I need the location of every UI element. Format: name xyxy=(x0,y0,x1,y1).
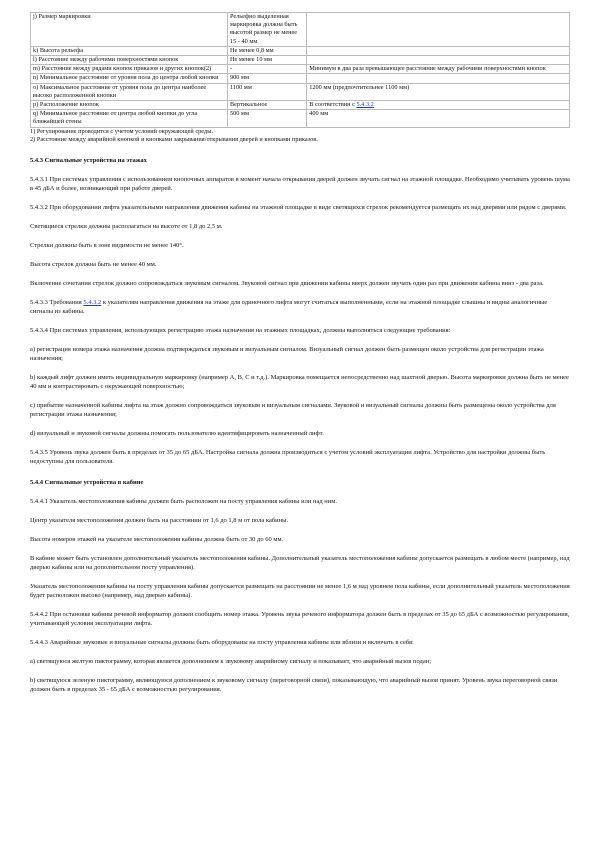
list-item-a: а) регистрация номера этажа назначения должна подтверждаться звуковым и визуальным сигналом. Визуальный сигнал должен быть размещен около устройства для регистрации этажа назначения; xyxy=(30,345,544,362)
table-cell-value: 1100 мм xyxy=(227,83,306,100)
table-cell-parameter: p) Расположение кнопок xyxy=(31,101,228,110)
table-cell-parameter: l) Расстояние между рабочими поверхностями кнопок xyxy=(31,56,228,65)
table-row xyxy=(31,65,570,74)
paragraph-5-4-3-4: 5.4.3.4 При системах управления, использующих регистрацию этажа назначения на этажных площадках, должны выполняться следующие требования: xyxy=(30,326,451,334)
table-row xyxy=(31,101,570,110)
paragraph-5-4-4-2: 5.4.4.2 При остановке кабины речевой информатор должен сообщить номер этажа. Уровень звука речевого информатора должен быть в пределах от 35 до 65 дБА с возможностью регулирования, учитывающей условия эксплуатации лифта. xyxy=(30,610,570,627)
table-note-2: 2) Расстояние между аварийной кнопкой и кнопками закрывания/открывания дверей и кнопками приказов. xyxy=(30,135,318,143)
table-cell-extra-text: В соответствии с xyxy=(309,101,357,109)
table-cell-extra: 1200 мм (предпочтительнее 1100 мм) xyxy=(307,83,570,100)
list-item-d: d) визуальный и звуковой сигналы должны помогать пользователю идентифицировать назначенный лифт. xyxy=(30,429,324,437)
paragraph-indicator-digits: Высота номеров этажей на указателе местоположения кабины должна быть от 30 до 60 мм. xyxy=(30,535,284,543)
paragraph-5-4-4-3: 5.4.4.3 Аварийные звуковые и визуальные сигналы должны быть оборудованы на посту управления кабины или вблизи и включать в себя: xyxy=(30,638,414,646)
table-cell-value: 500 мм xyxy=(227,110,306,127)
table-cell-value: Не менее 10 мм xyxy=(227,56,306,65)
table-cell-extra xyxy=(307,74,570,83)
paragraph-arrow-size: Высота стрелок должна быть не менее 40 мм. xyxy=(30,260,157,268)
paragraph-5-4-3-3-start: 5.4.3.3 Требования xyxy=(30,298,84,306)
table-cell-extra xyxy=(307,101,570,110)
table-cell-parameter: j) Размер маркировки xyxy=(31,13,228,47)
table-cell-value: - xyxy=(227,65,306,74)
table-cell-parameter: q) Минимальное расстояние от центра любой кнопки до угла ближайшей стены xyxy=(31,110,228,127)
paragraph-arrow-sound: Включение сочетания стрелок должно сопровождаться звуковым сигналом. Звуковой сигнал при движении кабины вверх должен звучать один раз при движении кабины вниз - два раза. xyxy=(30,279,544,287)
table-row xyxy=(31,110,570,127)
table-cell-extra: 400 мм xyxy=(307,110,570,127)
table-cell-value: Не менее 0,8 мм xyxy=(227,46,306,55)
paragraph-indicator-center: Центр указателя местоположения должен быть на расстоянии от 1,6 до 1,8 м от пола кабины. xyxy=(30,516,289,524)
link-5-4-3-2[interactable]: 5.4.3.2 xyxy=(356,101,374,109)
table-note-1: 1) Регулирование проводится с учетом условий окружающей среды. xyxy=(30,127,214,135)
table-cell-parameter: n) Минимальное расстояние от уровня пола до центра любой кнопки xyxy=(31,74,228,83)
table-row xyxy=(31,56,570,65)
paragraph-5-4-3-2: 5.4.3.2 При оборудовании лифта указательными направления движения кабины на этажной площадке в виде светящихся стрелок рекомендуется размещать их над дверями или рядом с дверями. xyxy=(30,203,567,211)
table-cell-extra xyxy=(307,46,570,55)
paragraph-5-4-3-1: 5.4.3.1 При системах управления с использованием кнопочных аппаратов в момент начала открывания дверей должен звучать сигнал на этажной площадке. Необходимо учитывать уровень шума в 45 дБА и более, возникающий при работе дверей. xyxy=(30,175,570,192)
emergency-item-b: b) светящуюся зеленую пиктограмму, являющуюся дополнением к звуковому сигналу (переговорной связи), показывающую, что аварийный вызов принят. Уровень звука переговорной связи должен быть в пределах 35 - 65 дБА с возможностью регулирования. xyxy=(30,676,558,693)
paragraph-5-4-3-3-end: к указателям направления движения на этаже для одиночного лифта могут считаться выполненными, если на этажной площадке слышны и видны аналогичные сигналы из кабины. xyxy=(30,298,548,315)
document-page xyxy=(30,12,570,694)
table-cell-parameter: o) Максимальное расстояние от уровня пола до центра наиболее высоко расположенной кнопки xyxy=(31,83,228,100)
paragraph-arrow-angle: Стрелки должны быть в зоне видимости не менее 140°. xyxy=(30,241,184,249)
paragraph-5-4-3-3 xyxy=(30,298,570,316)
emergency-item-a: а) светящуюся желтую пиктограмму, которая является дополнением к звуковому аварийному сигналу и показывает, что аварийный вызов подан; xyxy=(30,657,431,665)
table-cell-extra: Минимум в два раза превышающее расстояние между рабочими поверхностями кнопок xyxy=(307,65,570,74)
table-cell-value: 900 мм xyxy=(227,74,306,83)
paragraph-arrow-height: Светящиеся стрелки должны располагаться на высоте от 1,8 до 2,5 м. xyxy=(30,222,223,230)
requirements-table xyxy=(30,12,570,128)
table-cell-value: Рельефно выделенная маркировка должна быть высотой размер не менее 15 - 40 мм xyxy=(227,13,306,47)
paragraph-extra-indicator: В кабине может быть установлен дополнительный указатель местоположения кабины. Дополнительный указатель местоположения кабины допускается размещать в любом месте (например, над дверью кабины или на дополнительном посту управления). xyxy=(30,554,570,571)
paragraph-5-4-3-5: 5.4.3.5 Уровень звука должен быть в пределах от 35 до 65 дБА. Настройка сигнала должна производиться с учетом условий эксплуатации лифта. Устройство для настройки должны быть недоступны для пользователя. xyxy=(30,448,546,465)
table-row xyxy=(31,74,570,83)
table-cell-extra xyxy=(307,13,570,47)
table-cell-parameter: m) Расстояние между рядами кнопок приказов и других кнопок(2) xyxy=(31,65,228,74)
paragraph-5-4-4-1: 5.4.4.1 Указатель местоположения кабины должен быть расположен на посту управления кабины или над ним. xyxy=(30,497,337,505)
table-row xyxy=(31,46,570,55)
paragraph-indicator-floor: Указатель местоположения кабины на посту управления кабины допускается размещать на расстоянии не менее 1,6 м над уровнем пола кабины, если дополнительный указатель местоположения будет расположен высоко (например, над дверью кабины). xyxy=(30,582,570,599)
section-5-4-4-heading: 5.4.4 Сигнальные устройства в кабине xyxy=(30,478,144,486)
section-5-4-3-heading: 5.4.3 Сигнальные устройства на этажах xyxy=(30,156,147,164)
table-cell-value: Вертикальное xyxy=(227,101,306,110)
table-cell-extra xyxy=(307,56,570,65)
table-row xyxy=(31,83,570,100)
link-5-4-3-2[interactable]: 5.4.3.2 xyxy=(83,298,102,306)
table-row xyxy=(31,13,570,47)
requirements-table-body xyxy=(31,13,570,128)
list-item-c: c) прибытие назначенной кабины лифта на этаж должно сопровождаться звуковым и визуальным сигналами. Звуковой и визуальный сигналы должны быть размещены около устройства для регистрации этажа назначения; xyxy=(30,401,556,418)
table-cell-parameter: k) Высота рельефа xyxy=(31,46,228,55)
list-item-b: b) каждый лифт должен иметь индивидуальную маркировку (например A, B, C и т.д.). Маркировка помещается непосредственно над шахтной дверью. Высота маркировки должна быть не менее 40 мм и контрастировать с окружающей поверхностью; xyxy=(30,373,569,390)
